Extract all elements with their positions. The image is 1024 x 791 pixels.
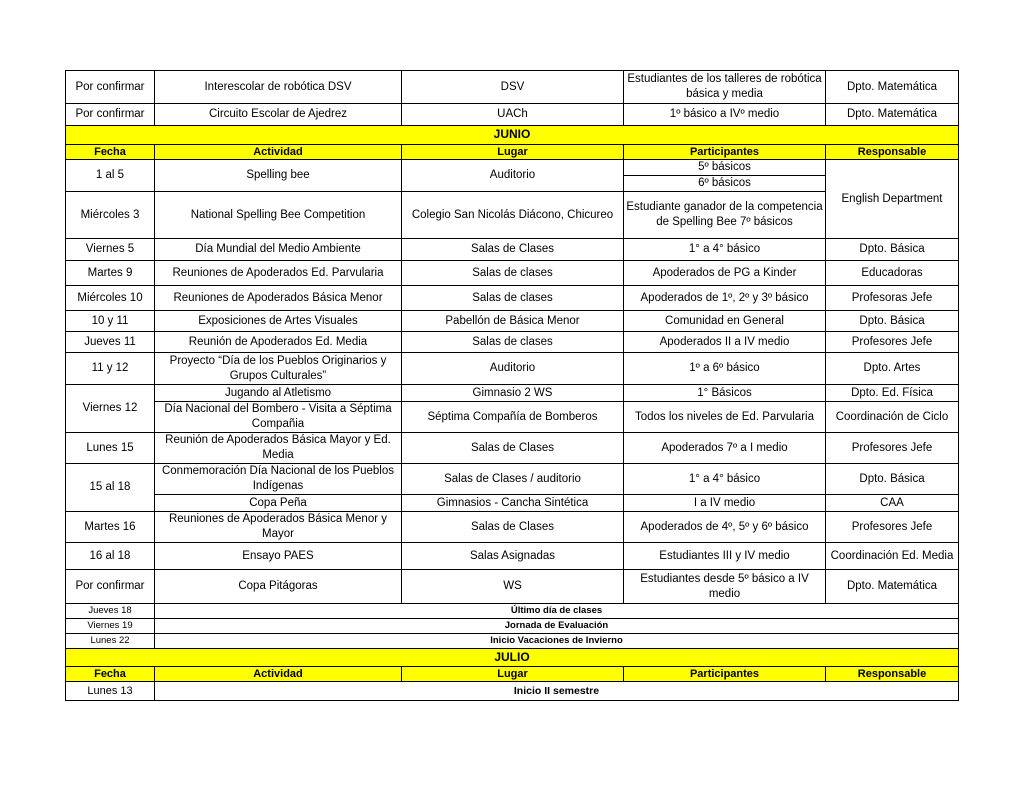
actividad-cell: Copa Peña	[155, 495, 402, 512]
event-cell: Último día de clases	[155, 604, 959, 619]
fecha-cell: 15 al 18	[66, 464, 155, 512]
responsable-cell: Dpto. Matemática	[826, 570, 959, 604]
actividad-cell: Copa Pitágoras	[155, 570, 402, 604]
responsable-cell: Educadoras	[826, 261, 959, 286]
table-row	[66, 570, 959, 604]
table-row	[66, 160, 959, 176]
event-cell: Inicio Vacaciones de Invierno	[155, 634, 959, 649]
participantes-cell: 6º básicos	[624, 176, 826, 192]
table-row	[66, 311, 959, 332]
table-row	[66, 353, 959, 385]
lugar-cell: Colegio San Nicolás Diácono, Chicureo	[402, 192, 624, 239]
lugar-cell: Salas de clases	[402, 332, 624, 353]
table-row	[66, 619, 959, 634]
actividad-cell: Spelling bee	[155, 160, 402, 192]
responsable-cell: Dpto. Artes	[826, 353, 959, 385]
responsable-cell: Dpto. Matemática	[826, 104, 959, 126]
fecha-cell: Miércoles 3	[66, 192, 155, 239]
fecha-cell: Por confirmar	[66, 71, 155, 104]
responsable-cell: Profesores Jefe	[826, 512, 959, 543]
participantes-cell: Comunidad en General	[624, 311, 826, 332]
participantes-cell: Apoderados de PG a Kinder	[624, 261, 826, 286]
table-row	[66, 385, 959, 402]
participantes-cell: 1° Básicos	[624, 385, 826, 402]
lugar-cell: Salas Asignadas	[402, 543, 624, 570]
header-participantes: Participantes	[624, 145, 826, 160]
lugar-cell: Salas de Clases	[402, 512, 624, 543]
responsable-cell: Coordinación Ed. Media	[826, 543, 959, 570]
table-row	[66, 192, 959, 239]
lugar-cell: Séptima Compañía de Bomberos	[402, 402, 624, 433]
participantes-cell: Estudiante ganador de la competencia de Spelling Bee 7º básicos	[624, 192, 826, 239]
lugar-cell: Salas de clases	[402, 261, 624, 286]
table-row	[66, 682, 959, 701]
fecha-cell: Viernes 5	[66, 239, 155, 261]
fecha-cell: Jueves 18	[66, 604, 155, 619]
responsable-cell: Dpto. Básica	[826, 464, 959, 495]
table-row	[66, 543, 959, 570]
lugar-cell: Salas de Clases	[402, 239, 624, 261]
participantes-cell: 5º básicos	[624, 160, 826, 176]
participantes-cell: 1º básico a IVº medio	[624, 104, 826, 126]
activities-table	[65, 70, 959, 701]
month-title: JULIO	[66, 649, 959, 667]
responsable-cell: English Department	[826, 160, 959, 239]
header-responsable: Responsable	[826, 145, 959, 160]
fecha-cell: Lunes 13	[66, 682, 155, 701]
actividad-cell: Reuniones de Apoderados Ed. Parvularia	[155, 261, 402, 286]
actividad-cell: Exposiciones de Artes Visuales	[155, 311, 402, 332]
fecha-cell: Miércoles 10	[66, 286, 155, 311]
fecha-cell: Jueves 11	[66, 332, 155, 353]
header-fecha: Fecha	[66, 145, 155, 160]
participantes-cell: Estudiantes desde 5º básico a IV medio	[624, 570, 826, 604]
header-actividad: Actividad	[155, 667, 402, 682]
table-row	[66, 332, 959, 353]
table-row	[66, 261, 959, 286]
table-row	[66, 512, 959, 543]
fecha-cell: 11 y 12	[66, 353, 155, 385]
month-row-junio	[66, 126, 959, 145]
responsable-cell: Dpto. Básica	[826, 311, 959, 332]
fecha-cell: Por confirmar	[66, 104, 155, 126]
month-title: JUNIO	[66, 126, 959, 145]
table-row	[66, 634, 959, 649]
header-lugar: Lugar	[402, 145, 624, 160]
table-row	[66, 433, 959, 464]
header-lugar: Lugar	[402, 667, 624, 682]
lugar-cell: WS	[402, 570, 624, 604]
participantes-cell: Apoderados de 4º, 5º y 6º básico	[624, 512, 826, 543]
lugar-cell: Pabellón de Básica Menor	[402, 311, 624, 332]
header-row	[66, 667, 959, 682]
event-cell: Inicio II semestre	[155, 682, 959, 701]
lugar-cell: Salas de Clases / auditorio	[402, 464, 624, 495]
responsable-cell: Coordinación de Ciclo	[826, 402, 959, 433]
actividad-cell: National Spelling Bee Competition	[155, 192, 402, 239]
participantes-cell: Estudiantes III y IV medio	[624, 543, 826, 570]
fecha-cell: 1 al 5	[66, 160, 155, 192]
header-responsable: Responsable	[826, 667, 959, 682]
actividad-cell: Reuniones de Apoderados Básica Menor y Mayor	[155, 512, 402, 543]
fecha-cell: Viernes 12	[66, 385, 155, 433]
fecha-cell: Lunes 22	[66, 634, 155, 649]
participantes-cell: 1° a 4° básico	[624, 464, 826, 495]
responsable-cell: Dpto. Ed. Física	[826, 385, 959, 402]
responsable-cell: CAA	[826, 495, 959, 512]
lugar-cell: Salas de Clases	[402, 433, 624, 464]
table-row	[66, 239, 959, 261]
actividad-cell: Día Mundial del Medio Ambiente	[155, 239, 402, 261]
table-row	[66, 464, 959, 495]
fecha-cell: Por confirmar	[66, 570, 155, 604]
header-row	[66, 145, 959, 160]
actividad-cell: Día Nacional del Bombero - Visita a Séptima Compañia	[155, 402, 402, 433]
actividad-cell: Jugando al Atletismo	[155, 385, 402, 402]
responsable-cell: Dpto. Matemática	[826, 71, 959, 104]
table-row	[66, 402, 959, 433]
table-row	[66, 286, 959, 311]
header-participantes: Participantes	[624, 667, 826, 682]
actividad-cell: Interescolar de robótica DSV	[155, 71, 402, 104]
lugar-cell: Salas de clases	[402, 286, 624, 311]
actividad-cell: Reuniones de Apoderados Básica Menor	[155, 286, 402, 311]
event-cell: Jornada de Evaluación	[155, 619, 959, 634]
actividad-cell: Reunión de Apoderados Ed. Media	[155, 332, 402, 353]
fecha-cell: 16 al 18	[66, 543, 155, 570]
participantes-cell: Apoderados II a IV medio	[624, 332, 826, 353]
responsable-cell: Profesores Jefe	[826, 332, 959, 353]
participantes-cell: 1º a 6º básico	[624, 353, 826, 385]
table-row	[66, 104, 959, 126]
actividad-cell: Reunión de Apoderados Básica Mayor y Ed. Media	[155, 433, 402, 464]
fecha-cell: Lunes 15	[66, 433, 155, 464]
table-row	[66, 495, 959, 512]
lugar-cell: Auditorio	[402, 353, 624, 385]
fecha-cell: Viernes 19	[66, 619, 155, 634]
actividad-cell: Conmemoración Día Nacional de los Pueblos Indígenas	[155, 464, 402, 495]
responsable-cell: Profesores Jefe	[826, 433, 959, 464]
lugar-cell: Auditorio	[402, 160, 624, 192]
participantes-cell: 1° a 4° básico	[624, 239, 826, 261]
fecha-cell: 10 y 11	[66, 311, 155, 332]
participantes-cell: Apoderados de 1º, 2º y 3º básico	[624, 286, 826, 311]
participantes-cell: Estudiantes de los talleres de robótica básica y media	[624, 71, 826, 104]
table-row	[66, 604, 959, 619]
lugar-cell: Gimnasios - Cancha Sintética	[402, 495, 624, 512]
participantes-cell: I a IV medio	[624, 495, 826, 512]
header-actividad: Actividad	[155, 145, 402, 160]
lugar-cell: Gimnasio 2 WS	[402, 385, 624, 402]
lugar-cell: DSV	[402, 71, 624, 104]
fecha-cell: Martes 9	[66, 261, 155, 286]
participantes-cell: Todos los niveles de Ed. Parvularia	[624, 402, 826, 433]
fecha-cell: Martes 16	[66, 512, 155, 543]
actividad-cell: Proyecto “Día de los Pueblos Originarios y Grupos Culturales”	[155, 353, 402, 385]
lugar-cell: UACh	[402, 104, 624, 126]
responsable-cell: Profesoras Jefe	[826, 286, 959, 311]
actividad-cell: Ensayo PAES	[155, 543, 402, 570]
month-row-julio	[66, 649, 959, 667]
table-row	[66, 71, 959, 104]
actividad-cell: Circuito Escolar de Ajedrez	[155, 104, 402, 126]
header-fecha: Fecha	[66, 667, 155, 682]
participantes-cell: Apoderados 7º a I medio	[624, 433, 826, 464]
responsable-cell: Dpto. Básica	[826, 239, 959, 261]
